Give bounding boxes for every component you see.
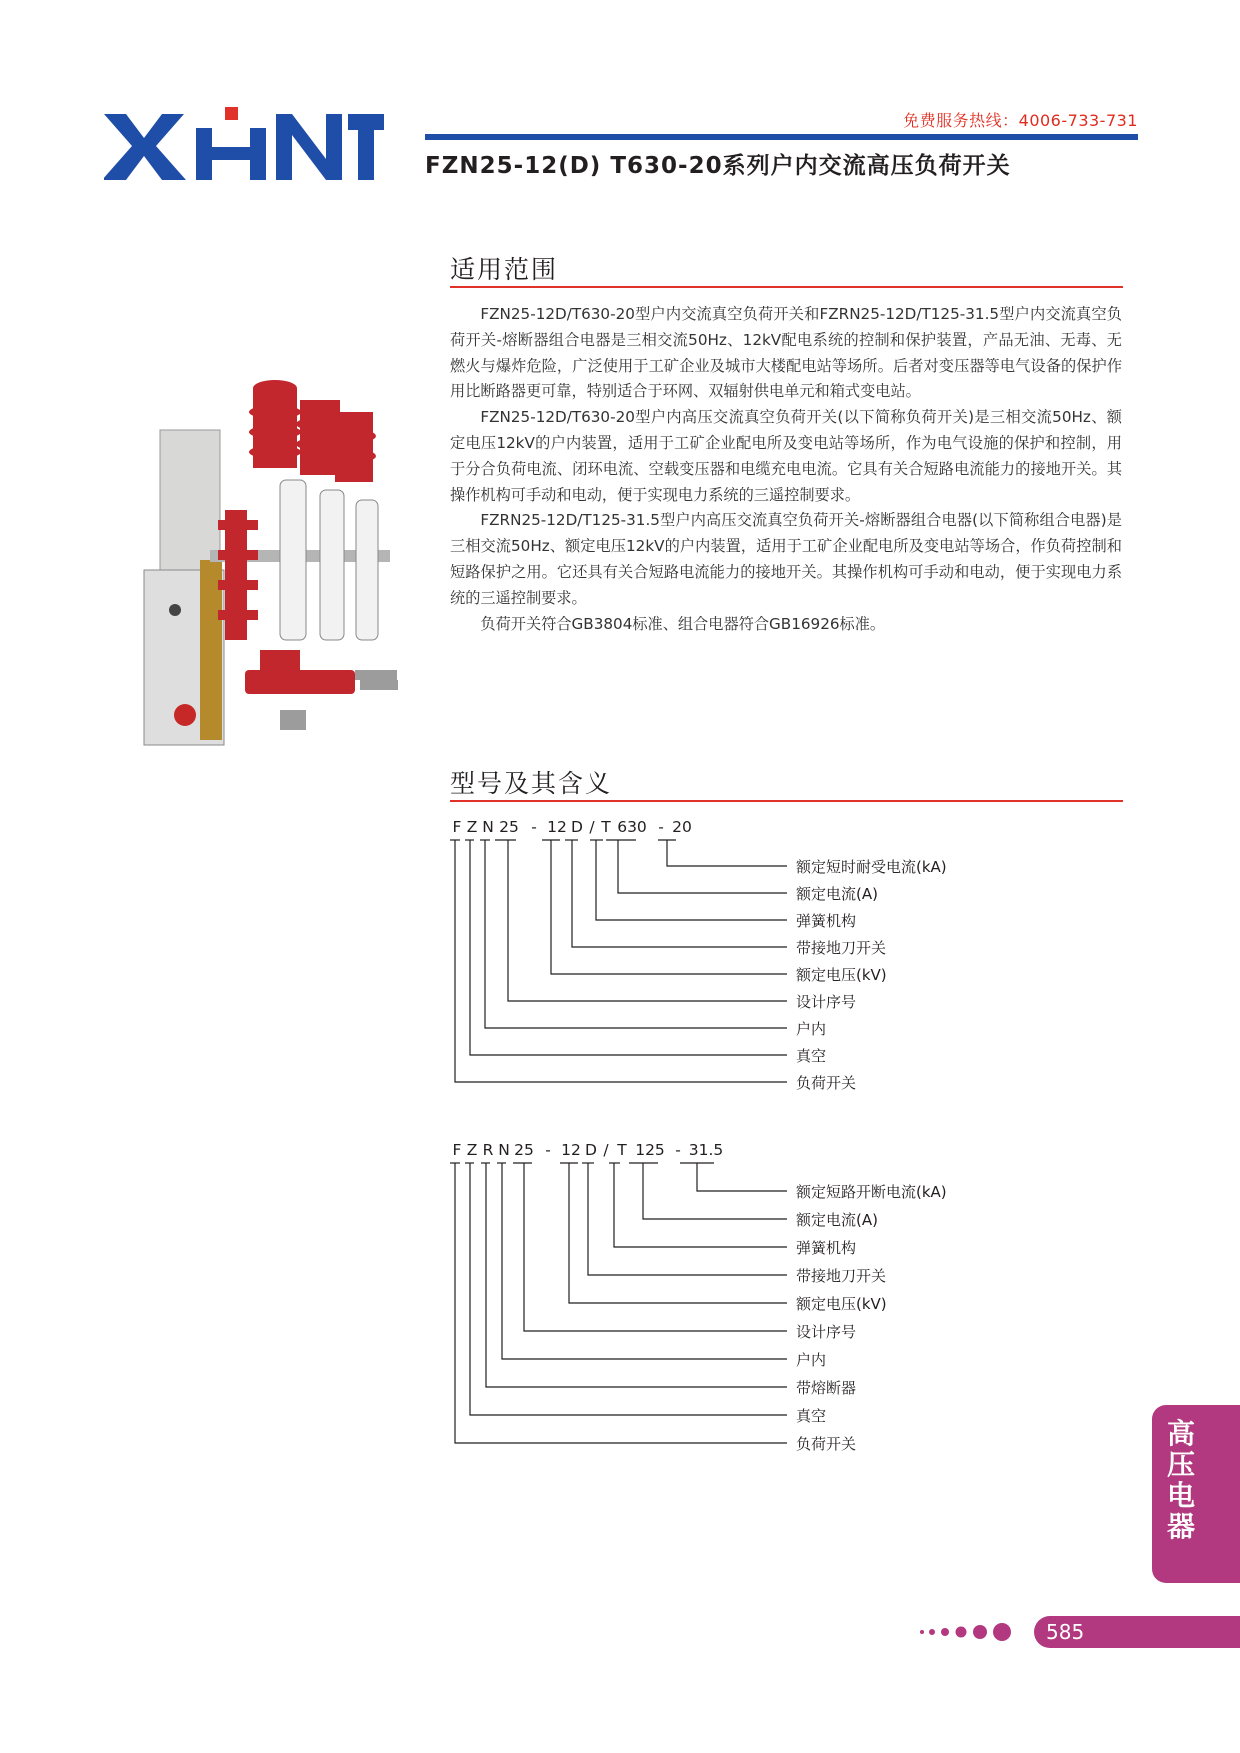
code-part: R (482, 1141, 494, 1159)
side-tab-char: 压 (1166, 1448, 1195, 1481)
page-number: 585 (1046, 1620, 1085, 1644)
legend-label: 设计序号 (796, 993, 857, 1011)
page-dots-decoration (920, 1622, 1035, 1642)
category-side-tab-label (1160, 1418, 1202, 1542)
code-part: D (585, 1141, 597, 1159)
model-heading: 型号及其含义 (450, 769, 613, 798)
scope-heading: 适用范围 (450, 255, 559, 284)
code-part: - (675, 1141, 681, 1159)
code-part: 12 (547, 818, 567, 836)
logo-text: XHNT (104, 104, 107, 105)
code-part: 31.5 (688, 1141, 724, 1159)
legend-label: 额定电流(A) (796, 885, 878, 903)
code-part: - (545, 1141, 551, 1159)
legend-label: 真空 (796, 1047, 827, 1065)
legend-label: 弹簧机构 (796, 1239, 857, 1257)
code-part: / (589, 818, 595, 836)
code-part: - (531, 818, 537, 836)
legend-label: 真空 (796, 1407, 827, 1425)
legend-label: 额定电流(A) (796, 1211, 878, 1229)
legend-label: 额定短时耐受电流(kA) (796, 858, 947, 876)
legend-label: 设计序号 (796, 1323, 857, 1341)
side-tab-char: 电 (1166, 1479, 1195, 1512)
legend-label: 弹簧机构 (796, 912, 857, 930)
code-part: T (617, 1141, 627, 1159)
legend-label: 额定电压(kV) (796, 966, 887, 984)
code-part: - (658, 818, 664, 836)
code-part: 630 (617, 818, 647, 836)
service-hotline: 免费服务热线：4006-733-731 (903, 111, 1138, 130)
code-part: Z (466, 818, 478, 836)
legend-label: 负荷开关 (796, 1435, 857, 1453)
code-part: F (452, 818, 462, 836)
code-part: N (482, 818, 494, 836)
scope-paragraph: FZRN25-12D/T125-31.5型户内高压交流真空负荷开关-熔断器组合电器(以下简称组合电器)是三相交流50Hz、额定电压12kV的户内装置，适用于工矿企业配电所及变电站等场合，作负荷控制和短路保护之用。它还具有关合短路电流能力的接地开关。其操作机构可手动和电动，便于实现电力系统的三遥控制要求。 (450, 511, 1122, 607)
legend-label: 带熔断器 (796, 1379, 857, 1397)
code-part: N (498, 1141, 510, 1159)
scope-paragraph: FZN25-12D/T630-20型户内高压交流真空负荷开关(以下简称负荷开关)是三相交流50Hz、额定电压12kV的户内装置，适用于工矿企业配电所及变电站等场所，作为电气设施的保护和控制，用于分合负荷电流、闭环电流、空载变压器和电缆充电电流。它具有关合短路电流能力的接地开关。其操作机构可手动和电动，便于实现电力系统的三遥控制要求。 (450, 408, 1122, 504)
code-part: 25 (499, 818, 519, 836)
legend-label: 带接地刀开关 (796, 939, 887, 957)
code-part: F (452, 1141, 462, 1159)
side-tab-char: 器 (1166, 1510, 1195, 1543)
legend-label: 带接地刀开关 (796, 1267, 887, 1285)
scope-paragraph: 负荷开关符合GB3804标准、组合电器符合GB16926标准。 (480, 614, 886, 633)
legend-label: 额定短路开断电流(kA) (796, 1183, 947, 1201)
code-part: D (571, 818, 583, 836)
code-part: T (601, 818, 611, 836)
scope-paragraph: FZN25-12D/T630-20型户内交流真空负荷开关和FZRN25-12D/T125-31.5型户内交流真空负荷开关-熔断器组合电器是三相交流50Hz、12kV配电系统的控制和保护装置，产品无油、无毒、无燃火与爆炸危险，广泛使用于工矿企业及城市大楼配电站等场所。后者对变压器等电气设备的保护作用比断路器更可靠，特别适合于环网、双辐射供电单元和箱式变电站。 (450, 305, 1122, 401)
legend-label: 户内 (796, 1020, 827, 1038)
side-tab-char: 高 (1166, 1417, 1195, 1450)
code-part: / (603, 1141, 609, 1159)
legend-label: 负荷开关 (796, 1074, 857, 1092)
page-title: FZN25-12(D) T630-20系列户内交流高压负荷开关 (425, 153, 1011, 179)
code-part: 20 (672, 818, 692, 836)
legend-label: 户内 (796, 1351, 827, 1369)
code-part: 125 (635, 1141, 665, 1159)
code-part: Z (466, 1141, 478, 1159)
code-part: 12 (561, 1141, 581, 1159)
code-part: 25 (514, 1141, 534, 1159)
legend-label: 额定电压(kV) (796, 1295, 887, 1313)
